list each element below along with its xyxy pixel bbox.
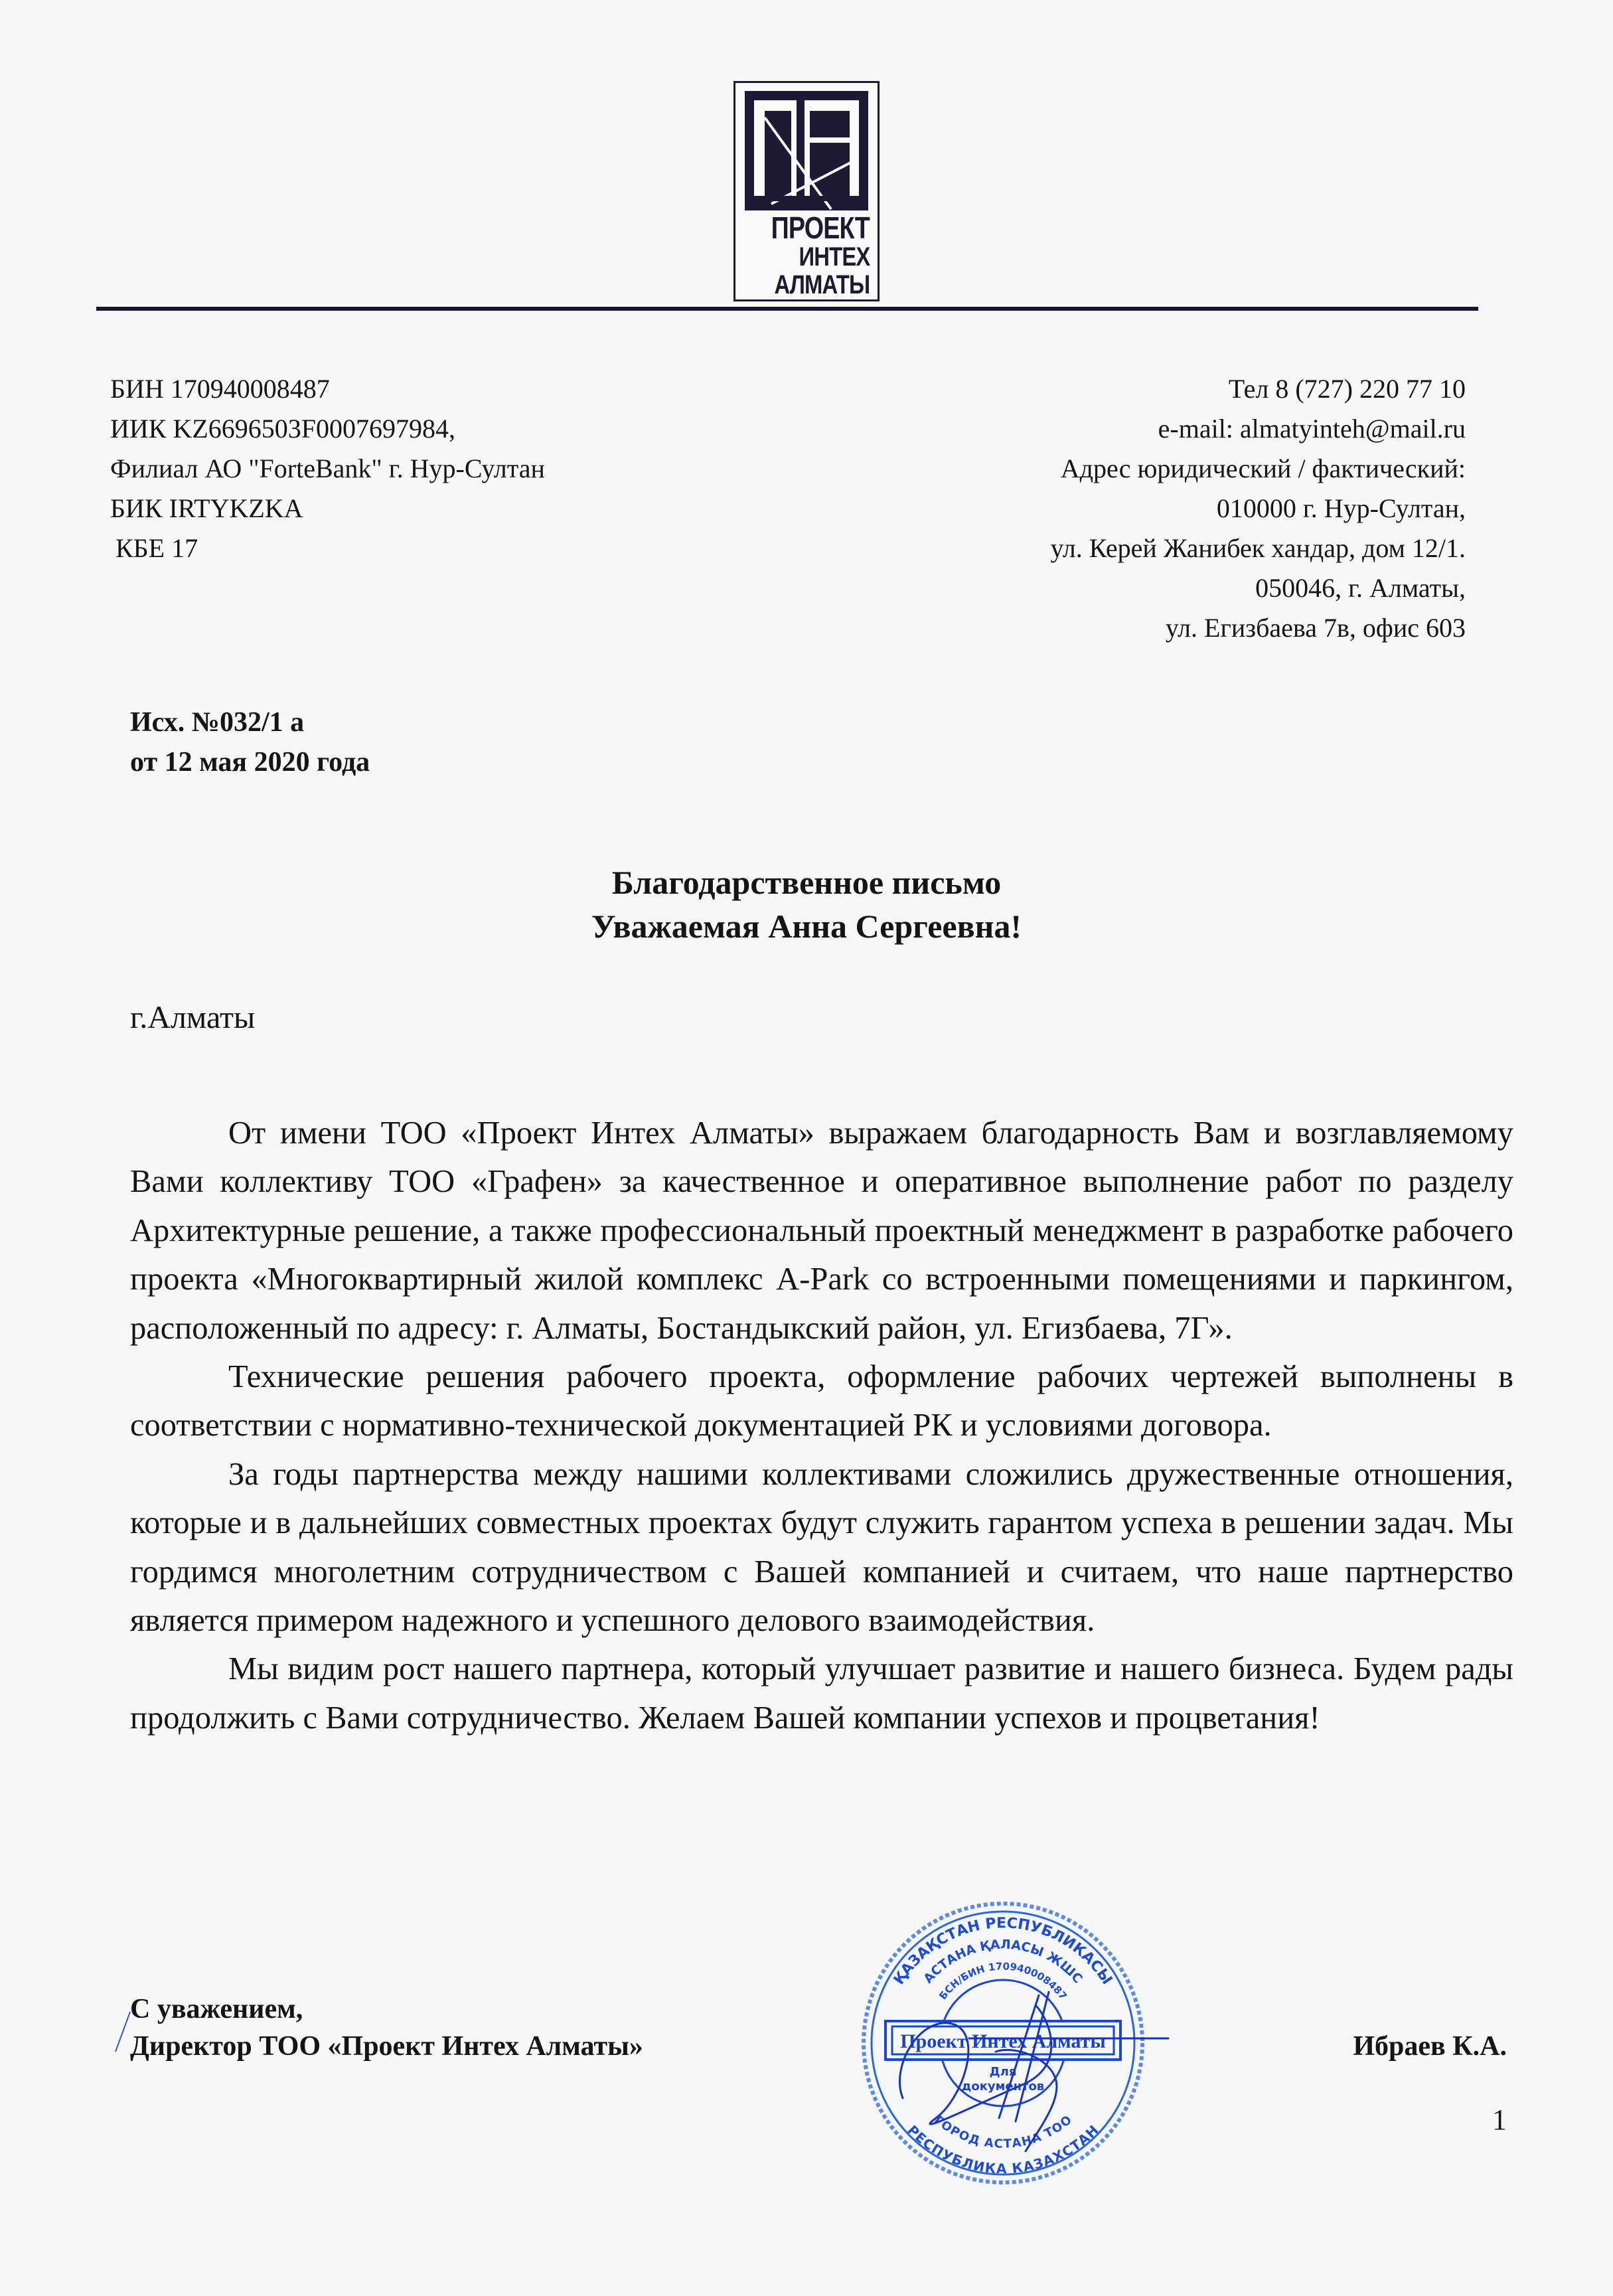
city-line: г.Алматы [130,1000,256,1035]
kbe-line: КБЕ 17 [115,533,198,563]
bank-branch-line: Филиал АО "ForteBank" г. Нур-Султан [110,453,545,483]
body-paragraph: От имени ТОО «Проект Интех Алматы» выражаем благодарность Вам и возглавляемому Вами коллективу ТОО «Графен» за качественное и оперативное выполнение работ по разделу Архитектурные решение, а также профессиональный проектный менеджмент в разработке рабочего проекта «Многоквартирный жилой комплекс A-Park со встроенными помещениями и паркингом, расположенный по адресу: г. Алматы, Бостандыкский район, ул. Егизбаева, 7Г». [130,1115,1513,1346]
stamp-company-name: Проект Интех Алматы [900,2030,1106,2052]
address-line: 010000 г. Нур-Султан, [1216,493,1466,523]
address-line: ул. Керей Жанибек хандар, дом 12/1. [1050,533,1466,563]
stamp-inner-top-text: АСТАНА ҚАЛАСЫ ЖШС [921,1937,1085,1987]
outgoing-reference [130,702,370,782]
salutation: Уважаемая Анна Сергеевна! [591,908,1022,945]
logo-emblem-icon [745,91,868,210]
email-line: e-mail: almatyinteh@mail.ru [1158,414,1466,444]
signer-position: Директор ТОО «Проект Интех Алматы» [130,2031,643,2062]
stamp-purpose-line1: Для [989,2065,1017,2079]
stamp-purpose-line2: документов [961,2080,1045,2093]
closing-greeting: С уважением, [130,1994,303,2024]
reference-number: Исх. №032/1 а [130,707,305,738]
page-number: 1 [1492,2103,1507,2136]
letter-body [130,1109,1513,1742]
body-paragraph: Технические решения рабочего проекта, оформление рабочих чертежей выполнены в соответствии с нормативно-технической документацией РК и условиями договора. [130,1359,1513,1443]
bik-line: БИК IRTYKZKA [110,493,303,523]
contact-requisites [1051,369,1466,648]
logo-text-line2: ИНТЕХ [799,242,870,272]
handwritten-signature [883,1965,1175,2165]
letter-heading: Благодарственное письмо [611,864,1002,901]
header-divider [96,307,1478,311]
stamp-bin-text: БСН/БИН 170940008487 [937,1960,1069,2003]
logo-text-line3: АЛМАТЫ [774,270,870,299]
company-logo [733,81,880,301]
address-line: ул. Егизбаева 7в, офис 603 [1165,613,1466,643]
stamp-outer-bottom-text: РЕСПУБЛИКА КАЗАХСТАН [904,2122,1102,2177]
bin-line: БИН 170940008487 [110,374,330,404]
body-paragraph: Мы видим рост нашего партнера, который улучшает развитие и нашего бизнеса. Будем рады продолжить с Вами сотрудничество. Желаем Вашей компании успехов и процветания! [130,1651,1513,1736]
iik-line: ИИК KZ6696503F0007697984, [110,414,456,444]
stamp-outer-top-text: ҚАЗАҚСТАН РЕСПУБЛИКАСЫ [890,1915,1116,1988]
logo-text-line1: ПРОЕКТ [771,210,870,245]
closing-block [130,1991,643,2065]
stamp-inner-bottom-text: ГОРОД АСТАНА ТОО [931,2113,1075,2151]
phone-line: Тел 8 (727) 220 77 10 [1228,374,1466,404]
reference-date: от 12 мая 2020 года [130,747,370,778]
address-line: 050046, г. Алматы, [1255,573,1466,603]
bank-requisites [110,369,545,568]
signer-name: Ибраев К.А. [1353,2031,1507,2062]
letter-title [0,861,1613,948]
body-paragraph: За годы партнерства между нашими коллективами сложились дружественные отношения, которые и в дальнейших совместных проектах будут служить гарантом успеха в решении задач. Мы гордимся многолетним сотрудничеством с Вашей компанией и считаем, что наше партнерство является примером надежного и успешного делового взаимодействия. [130,1456,1513,1639]
address-label: Адрес юридический / фактический: [1060,453,1466,483]
